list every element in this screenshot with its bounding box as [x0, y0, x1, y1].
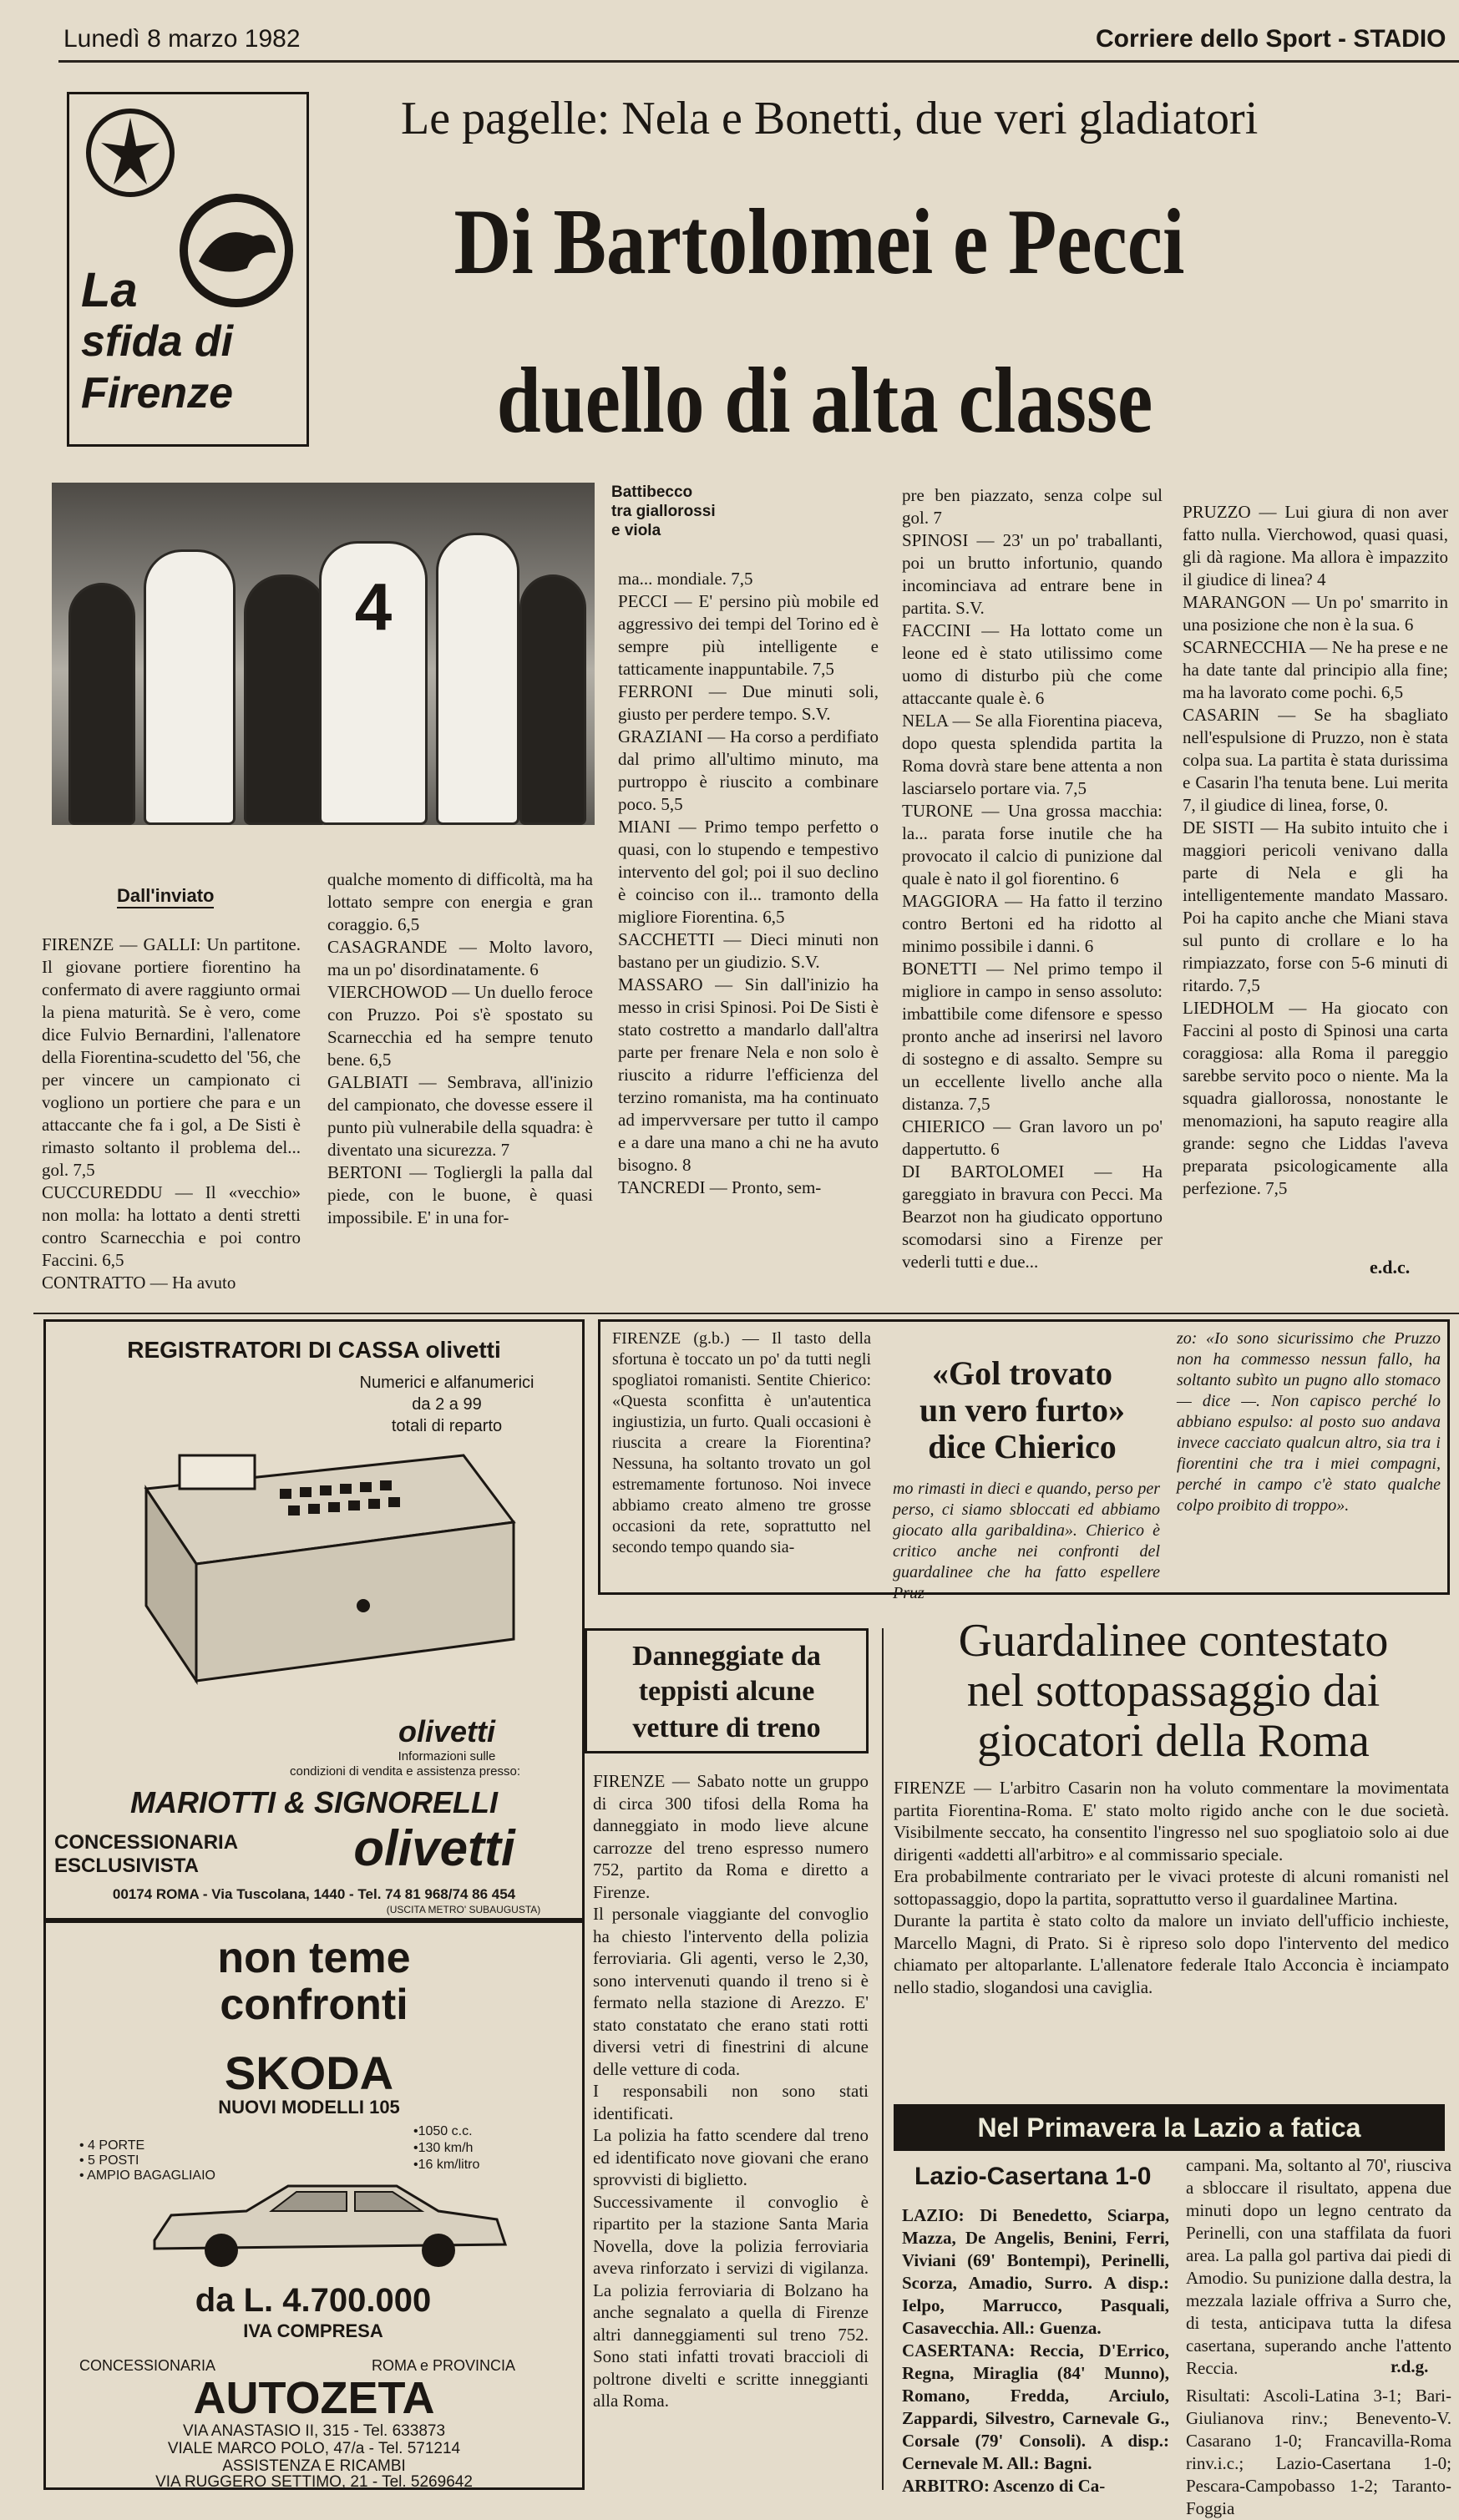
- column-rule: [882, 1628, 884, 2490]
- chierico-title3: dice Chierico: [928, 1428, 1117, 1465]
- skoda-dealer: AUTOZETA: [193, 2373, 435, 2423]
- olivetti-ad-sub1: Numerici e alfanumerici: [359, 1374, 534, 1392]
- skoda-line1: non teme: [217, 1934, 411, 1982]
- skoda-models: NUOVI MODELLI 105: [218, 2097, 400, 2118]
- olivetti-brand-big: olivetti: [353, 1820, 515, 1876]
- skoda-brand: SKODA: [171, 2048, 447, 2098]
- primavera-results: Risultati: Ascoli-Latina 3-1; Bari-Giulianova rinv.; Benevento-V. Casarano 1-0; Francavilla-Roma rinv.i.c.; Lazio-Casertana 1-0; Pescara-Campobasso 1-2; Taranto-Foggia: [1186, 2386, 1451, 2518]
- skoda-specs: •1050 c.c. •130 km/h •16 km/litro: [413, 2124, 480, 2172]
- headline-line2: duello di alta classe: [496, 349, 1153, 453]
- guardalinee-title1: Guardalinee contestato: [958, 1615, 1389, 1667]
- roma-wolf-icon: [174, 188, 299, 313]
- skoda-price: da L. 4.700.000: [195, 2282, 432, 2319]
- skoda-ad: [43, 1920, 585, 2490]
- section-rule: [33, 1313, 1459, 1314]
- skoda-addr4: VIA RUGGERO SETTIMO, 21 - Tel. 5269642: [155, 2473, 473, 2491]
- photo-player: [436, 533, 519, 825]
- treno-text: FIRENZE — Sabato notte un gruppo di circa 300 tifosi della Roma ha danneggiato in modo lieve alcune carrozze del treno espresso numero 752, partito da Roma e diretto a Firenze. Il personale viaggiante del convoglio ha chiesto l'intervento della polizia ferroviaria. Gli agenti, verso le 2,30, sono intervenuti quando il treno si è fermato nella stazione di Arezzo. E' stato constatato che erano stati rotti diversi vetri di finestrini di alcune delle vetture di coda. I responsabili non sono stati identificati. La polizia ha fatto scendere dal treno ed identificato nove giovani che erano sprovvisti di biglietto. Successivamente il convoglio è ripartito per la stazione Santa Maria Novella, dove la polizia ferroviaria aveva rinforzato i servizi di vigilanza. La polizia ferroviaria di Bolzano ha anche segnalato a quella di Firenze altri danneggiamenti sul treno 752. Sono stati infatti trovati braccioli di poltrone divelti e scritte inneggianti alla Roma.: [593, 1771, 869, 2411]
- pagelle-signature: e.d.c.: [1370, 1257, 1411, 1278]
- primavera-signature: r.d.g.: [1391, 2356, 1429, 2376]
- match-photo: [52, 483, 595, 825]
- guardalinee-text: FIRENZE — L'arbitro Casarin non ha voluto commentare la movimentata partita Fiorentina-Roma. E' stato molto rigido anche con le due società. Visibilmente seccato, ha consentito l'ingresso nel suo spogliatoio solo ai due dirigenti «addetti all'arbitro» e al commissario speciale. Era probabilmente contrariato per le vivaci proteste di alcuni romanisti nel sottopassaggio, dopo la partita, soprattutto verso il guardalinee Martina. Durante la partita è stato colto da malore un inviato dell'ufficio inchieste, Marcello Magni, di Prato. Si è ripreso solo dopo l'intervento del medico chiamato per altoparlante. L'allenatore federale Italo Acconcia è inciampato nello stadio, slogandosi una caviglia.: [894, 1778, 1449, 1997]
- photo-player-number: 4: [319, 541, 428, 825]
- olivetti-conc1: CONCESSIONARIA: [54, 1831, 239, 1854]
- guardalinee-title2: nel sottopassaggio dai: [966, 1665, 1380, 1717]
- pagelle-col1: FIRENZE — GALLI: Un partitone. Il giovane portiere fiorentino ha confermato di avere raggiunto ormai la piena maturità. Se è vero, come dice Fulvio Bernardini, l'allenatore della Fiorentina-scudetto del '56, che per vincere un campionato ci vogliono un portiere che para e un attaccante che fa i gol, a De Sisti è rimasto soltanto il problema del... gol. 7,5 CUCCUREDDU — Il «vecchio» non molla: ha lottato a denti stretti contro Scarnecchia e poi contro Faccini. 6,5 CONTRATTO — Ha avuto: [42, 934, 301, 1293]
- olivetti-ad: [43, 1319, 585, 1920]
- olivetti-address: 00174 ROMA - Via Tuscolana, 1440 - Tel. 74 81 968/74 86 454: [112, 1886, 516, 1902]
- logo-line2: sfida di: [81, 317, 234, 366]
- cash-register-icon: [96, 1422, 530, 1689]
- treno-title3: vetture di treno: [632, 1713, 821, 1743]
- logo-line3: Firenze: [81, 369, 234, 417]
- car-icon: [146, 2173, 514, 2274]
- logo-box: [67, 92, 309, 447]
- fiorentina-lily-icon: [84, 103, 176, 203]
- olivetti-info2: condizioni di vendita e assistenza presso:: [290, 1764, 520, 1779]
- headline-kicker: Le pagelle: Nela e Bonetti, due veri gladiatori: [401, 93, 1259, 144]
- treno-title2: teppisti alcune: [638, 1676, 815, 1707]
- chierico-box: [598, 1319, 1450, 1602]
- olivetti-dealer: MARIOTTI & SIGNORELLI: [130, 1785, 498, 1819]
- guardalinee-title3: giocatori della Roma: [977, 1715, 1370, 1767]
- skoda-addr2: VIALE MARCO POLO, 47/a - Tel. 571214: [167, 2440, 461, 2457]
- skoda-features: • 4 PORTE • 5 POSTI • AMPIO BAGAGLIAIO: [79, 2138, 215, 2183]
- chierico-col1: FIRENZE (g.b.) — Il tasto della sfortuna è toccato un po' da tutti negli spogliatoi romanisti. Sentite Chierico: «Questa sconfitta è un'autentica ingiustizia, un furto. Quali occasioni è riuscita a creare la Fiorentina? Nessuna, ha soltanto trovato un gol estremamente fortunoso. Noi invece abbiamo creato almeno tre grosse occasioni da rete, soprattutto nel secondo tempo quando sia-: [612, 1329, 871, 1556]
- header-date: Lunedì 8 marzo 1982: [63, 25, 301, 53]
- header-paper: Corriere dello Sport - STADIO: [1096, 25, 1446, 53]
- treno-title-box: [585, 1628, 869, 1753]
- chierico-title1: «Gol trovato: [932, 1354, 1112, 1392]
- olivetti-ad-sub3: totali di reparto: [391, 1417, 503, 1435]
- olivetti-brand-small: olivetti: [398, 1714, 495, 1748]
- treno-title1: Danneggiate da: [632, 1641, 821, 1672]
- primavera-col1: LAZIO: Di Benedetto, Sciarpa, Mazza, De Angelis, Benini, Ferri, Viviani (69' Bontempi), Perinelli, Scorza, Amadio, Surro. A disp.: Ielpo, Marrucco, Pasquali, Casavecchia. All.: Guenza. CASERTANA: Reccia, D'Errico, Regna, Miraglia (84' Munno), Romano, Fredda, Arciulo, Zappardi, Silvestro, Carnevale G., Corsale (79' Consoli). A disp.: Cernevale M. All.: Bagni. ARBITRO: Ascenzo di Ca-: [902, 2205, 1169, 2496]
- pagelle-col2: qualche momento di difficoltà, ma ha lottato sempre con energia e gran coraggio. 6,5 CASAGRANDE — Molto lavoro, ma un po' disordinatamente. 6 VIERCHOWOD — Un duello feroce con Pruzzo. Poi s'è spostato su Scarnecchia ed ha sempre tenuto bene. 6,5 GALBIATI — Sembrava, all'inizio del campionato, che dovesse essere il punto più vulnerabile della squadra: è diventato una sicurezza. 7 BERTONI — Togliergli la palla dal piede, con le buone, è quasi impossibile. E' in una for-: [327, 869, 593, 1227]
- pagelle-col5: PRUZZO — Lui giura di non aver fatto nulla. Vierchowod, quasi quasi, gli dà ragione. Ma allora è impazzito il giudice di linea? 4 MARANGON — Un po' smarrito in una posizione che non è la sua. 6 SCARNECCHIA — Ne ha prese e ne ha date tante dal principio alla fine; ma ha lavorato come pochi. 6,5 CASARIN — Se ha sbagliato nell'espulsione di Pruzzo, non è stata colpa sua. La partita è stata durissima e Casarin l'ha tenuta bene. Lui merita 7, il giudice di linea, forse, 0. DE SISTI — Ha subito intuito che i maggiori pericoli venivano dalla parte di Nela e gli ha intelligentemente mandato Massaro. Poi ha capito anche che Miani stava sul punto di crollare e lo ha rimpiazzato, forse con 5-6 minuti di ritardo. 7,5 LIEDHOLM — Ha giocato con Faccini al posto di Spinosi una carta coraggiosa: alla Roma il pareggio sarebbe servito poco o niente. Ma la squadra giallorossa, nonostante le menomazioni, ha saputo reagire alla grande: segno che Liddas l'aveva preparata psicologicamente alla perfezione. 7,5: [1183, 502, 1448, 1198]
- olivetti-conc2: ESCLUSIVISTA: [54, 1855, 199, 1877]
- photo-caption: Battibecco tra giallorossi e viola: [611, 483, 716, 539]
- chierico-col2: mo rimasti in dieci e quando, perso per perso, ci siamo sbloccati ed abbiamo giocato alla garibaldina». Chierico è critico anche nei confronti del guardalinee che ha fatto espellere Pruz-: [893, 1480, 1160, 1602]
- olivetti-ad-title: REGISTRATORI DI CASSA olivetti: [127, 1337, 501, 1363]
- primavera-col2: campani. Ma, soltanto al 70', riusciva a sbloccare il risultato, appena due minuti dopo un legno centrato da Perinelli, con una staffilata da fuori area. La palla gol partiva dai piedi di Amodio. Su punizione dalla destra, la mezzala laziale offriva a Surro che, di testa, anticipava tutta la difesa casertana, superando anche l'attento Reccia.: [1186, 2155, 1451, 2378]
- skoda-line2: confronti: [220, 1981, 408, 2029]
- skoda-iva: IVA COMPRESA: [243, 2320, 383, 2341]
- primavera-banner: Nel Primavera la Lazio a fatica: [894, 2104, 1445, 2151]
- photo-player: [144, 549, 236, 825]
- olivetti-info1: Informazioni sulle: [398, 1749, 496, 1763]
- pagelle-col4: pre ben piazzato, senza colpe sul gol. 7 SPINOSI — 23' un po' traballanti, poi un brutto infortunio, quando incominciava ad entrare bene in partita. S.V. FACCINI — Ha lottato come un leone ed è stato utilissimo come uomo di disturbo più che come attaccante quale è. 6 NELA — Se alla Fiorentina piaceva, dopo questa splendida partita la Roma dovrà stare bene attenta a non lasciarselo portare via. 7,5 TURONE — Una grossa macchia: la... parata forse inutile che ha provocato il calcio di punizione dal quale è nato il gol fiorentino. 6 MAGGIORA — Ha fatto il terzino contro Bertoni ed ha ridotto al minimo possibile i danni. 6 BONETTI — Nel primo tempo il migliore in campo in senso assoluto: imbattibile come difensore e spesso pronto anche ad inserirsi nel lavoro di sostegno e di assalto. Sempre su un eccellente livello anche alla distanza. 7,5 CHIERICO — Gran lavoro un po' dappertutto. 6 DI BARTOLOMEI — Ha gareggiato in bravura con Pecci. Ma Bearzot non ha giudicato opportuno scomodarsi sino a Firenze per vederli tutti e due...: [902, 485, 1163, 1272]
- pagelle-col3: ma... mondiale. 7,5 PECCI — E' persino più mobile ed aggressivo dei tempi del Torino ed è sempre più intelligente e tatticamente inappuntabile. 7,5 FERRONI — Due minuti soli, giusto per perdere tempo. S.V. GRAZIANI — Ha corso a perdifiato dal primo all'ultimo minuto, ma purtroppo è riuscito a combinare poco. 5,5 MIANI — Primo tempo perfetto o quasi, con lo stupendo e tempestivo intervento del gol; poi il suo declino è coinciso con il... tramonto della migliore Fiorentina. 6,5 SACCHETTI — Dieci minuti non bastano per un giudizio. S.V. MASSARO — Sin dall'inizio ha messo in crisi Spinosi. Poi De Sisti è stato costretto a mandarlo dall'altra parte per frenare Nela e non solo è riuscito a ridurre l'efficienza del terzino romanista, ma ha continuato ad impervversare per tutto il campo e a dare una mano a chi ne ha avuto bisogno. 8 TANCREDI — Pronto, sem-: [618, 569, 879, 1197]
- skoda-area: ROMA e PROVINCIA: [372, 2357, 516, 2374]
- skoda-addr1: VIA ANASTASIO II, 315 - Tel. 633873: [182, 2422, 446, 2440]
- logo-line1: La: [81, 263, 138, 317]
- photo-player: [68, 583, 135, 825]
- chierico-title2: un vero furto»: [919, 1391, 1125, 1429]
- olivetti-metro: (USCITA METRO' SUBAUGUSTA): [386, 1904, 541, 1915]
- photo-player: [519, 574, 586, 825]
- skoda-conc: CONCESSIONARIA: [79, 2357, 216, 2374]
- primavera-match: Lazio-Casertana 1-0: [914, 2163, 1152, 2190]
- header-rule: [58, 60, 1459, 63]
- skoda-addr3: ASSISTENZA E RICAMBI: [222, 2457, 406, 2475]
- dall-inviato-label: Dall'inviato: [117, 885, 214, 908]
- olivetti-ad-sub2: da 2 a 99: [412, 1395, 482, 1414]
- headline-line1: Di Bartolomei e Pecci: [453, 190, 1185, 294]
- photo-player: [244, 574, 327, 825]
- chierico-col3: zo: «Io sono sicurissimo che Pruzzo non ha commesso nessun fallo, ha soltanto subìto un pugno allo stomaco — dice —. Non capisco perché lo abbiano espulso: al posto suo andava invece cacciato qualcun altro, sia tra i fiorentini che tra i miei compagni, perché in campo c'è stato qualche colpo proibito di troppo».: [1177, 1329, 1441, 1515]
